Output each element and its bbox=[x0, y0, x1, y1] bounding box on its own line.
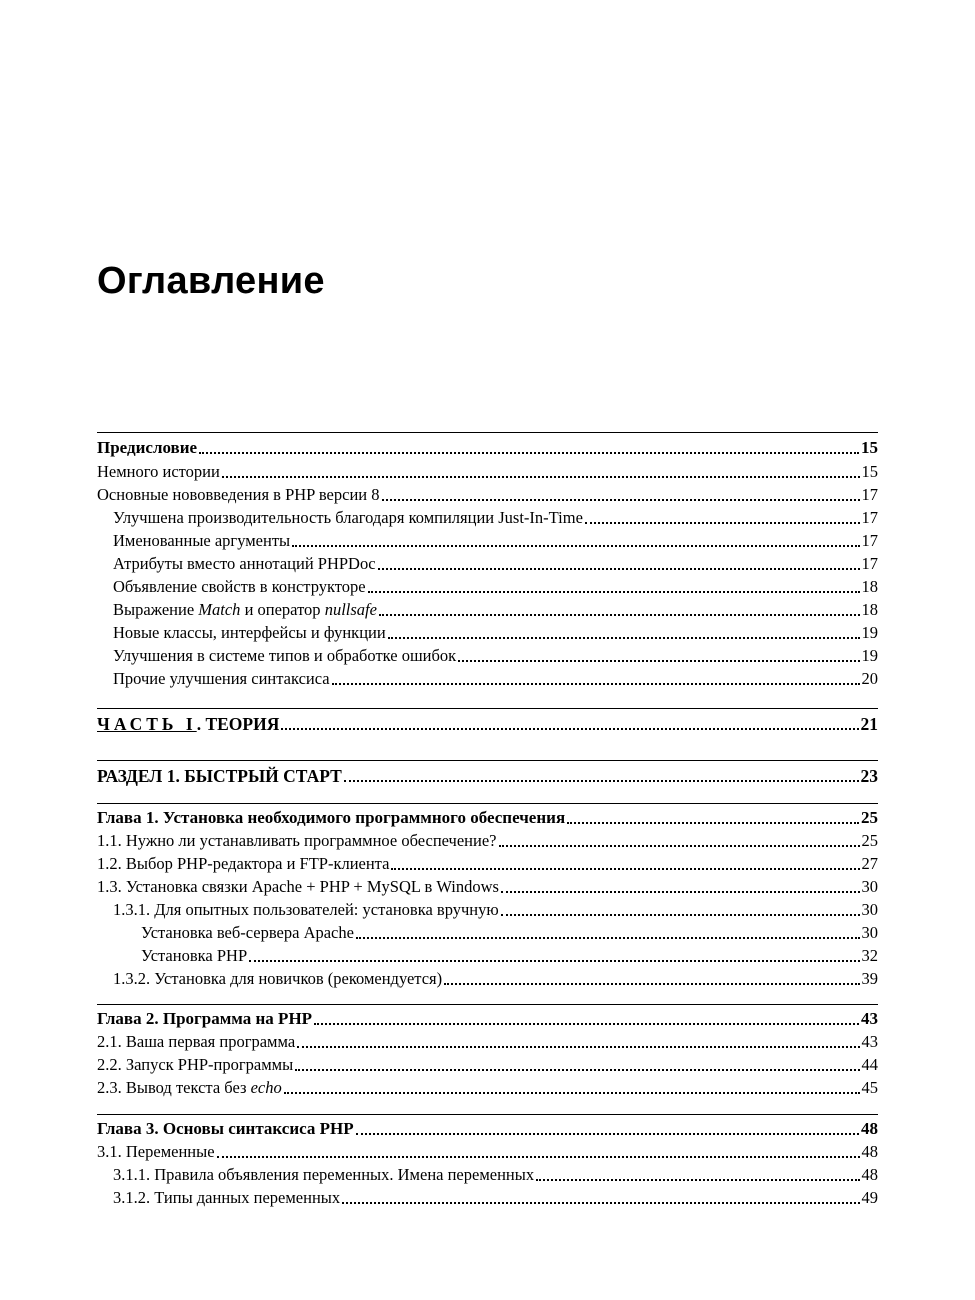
toc-entry[interactable]: 3.1.1. Правила объявления переменных. Имена переменных 48 bbox=[113, 1165, 878, 1184]
page-title: Оглавление bbox=[97, 260, 325, 302]
toc-entry[interactable]: 1.1. Нужно ли устанавливать программное обеспечение? 25 bbox=[97, 831, 878, 850]
toc-entry-preface[interactable]: Предисловие 15 bbox=[97, 438, 878, 457]
toc-entry[interactable]: 1.3.1. Для опытных пользователей: установка вручную 30 bbox=[113, 900, 878, 919]
toc-entry[interactable]: Установка веб-сервера Apache 30 bbox=[141, 923, 878, 942]
divider bbox=[97, 432, 878, 433]
divider bbox=[97, 708, 878, 709]
toc-entry[interactable]: Основные нововведения в PHP версии 8 17 bbox=[97, 485, 878, 504]
divider bbox=[97, 1004, 878, 1005]
toc-entry-chapter[interactable]: Глава 1. Установка необходимого программного обеспечения 25 bbox=[97, 808, 878, 827]
toc-entry-chapter[interactable]: Глава 2. Программа на PHP 43 bbox=[97, 1009, 878, 1028]
toc-entry[interactable]: Именованные аргументы 17 bbox=[113, 531, 878, 550]
toc-entry[interactable]: 3.1.2. Типы данных переменных 49 bbox=[113, 1188, 878, 1207]
toc-entry[interactable]: 2.1. Ваша первая программа 43 bbox=[97, 1032, 878, 1051]
toc-entry[interactable]: Немного истории 15 bbox=[97, 462, 878, 481]
toc-entry[interactable]: 1.2. Выбор PHP-редактора и FTP-клиента 27 bbox=[97, 854, 878, 873]
toc-entry[interactable]: 2.2. Запуск PHP-программы 44 bbox=[97, 1055, 878, 1074]
divider bbox=[97, 760, 878, 761]
toc-entry-chapter[interactable]: Глава 3. Основы синтаксиса PHP 48 bbox=[97, 1119, 878, 1138]
toc-entry[interactable]: Атрибуты вместо аннотаций PHPDoc 17 bbox=[113, 554, 878, 573]
toc-entry[interactable]: 1.3. Установка связки Apache + PHP + MySQL в Windows 30 bbox=[97, 877, 878, 896]
divider bbox=[97, 803, 878, 804]
toc-entry[interactable]: 3.1. Переменные 48 bbox=[97, 1142, 878, 1161]
toc-entry[interactable]: Прочие улучшения синтаксиса 20 bbox=[113, 669, 878, 688]
toc-entry[interactable]: Объявление свойств в конструкторе 18 bbox=[113, 577, 878, 596]
toc-entry[interactable]: 1.3.2. Установка для новичков (рекомендуется) 39 bbox=[113, 969, 878, 988]
toc-entry[interactable]: Новые классы, интерфейсы и функции 19 bbox=[113, 623, 878, 642]
toc-entry[interactable]: Установка PHP 32 bbox=[141, 946, 878, 965]
toc-entry-section[interactable]: РАЗДЕЛ 1. БЫСТРЫЙ СТАРТ 23 bbox=[97, 766, 878, 786]
toc-entry[interactable]: 2.3. Вывод текста без echo 45 bbox=[97, 1078, 878, 1097]
toc-entry[interactable]: Улучшения в системе типов и обработке ошибок 19 bbox=[113, 646, 878, 665]
toc-entry[interactable]: Выражение Match и оператор nullsafe 18 bbox=[113, 600, 878, 619]
toc-entry[interactable]: Улучшена производительность благодаря компиляции Just-In-Time 17 bbox=[113, 508, 878, 527]
divider bbox=[97, 1114, 878, 1115]
toc-entry-part[interactable]: ЧАСТЬ I. ТЕОРИЯ 21 bbox=[97, 714, 878, 734]
